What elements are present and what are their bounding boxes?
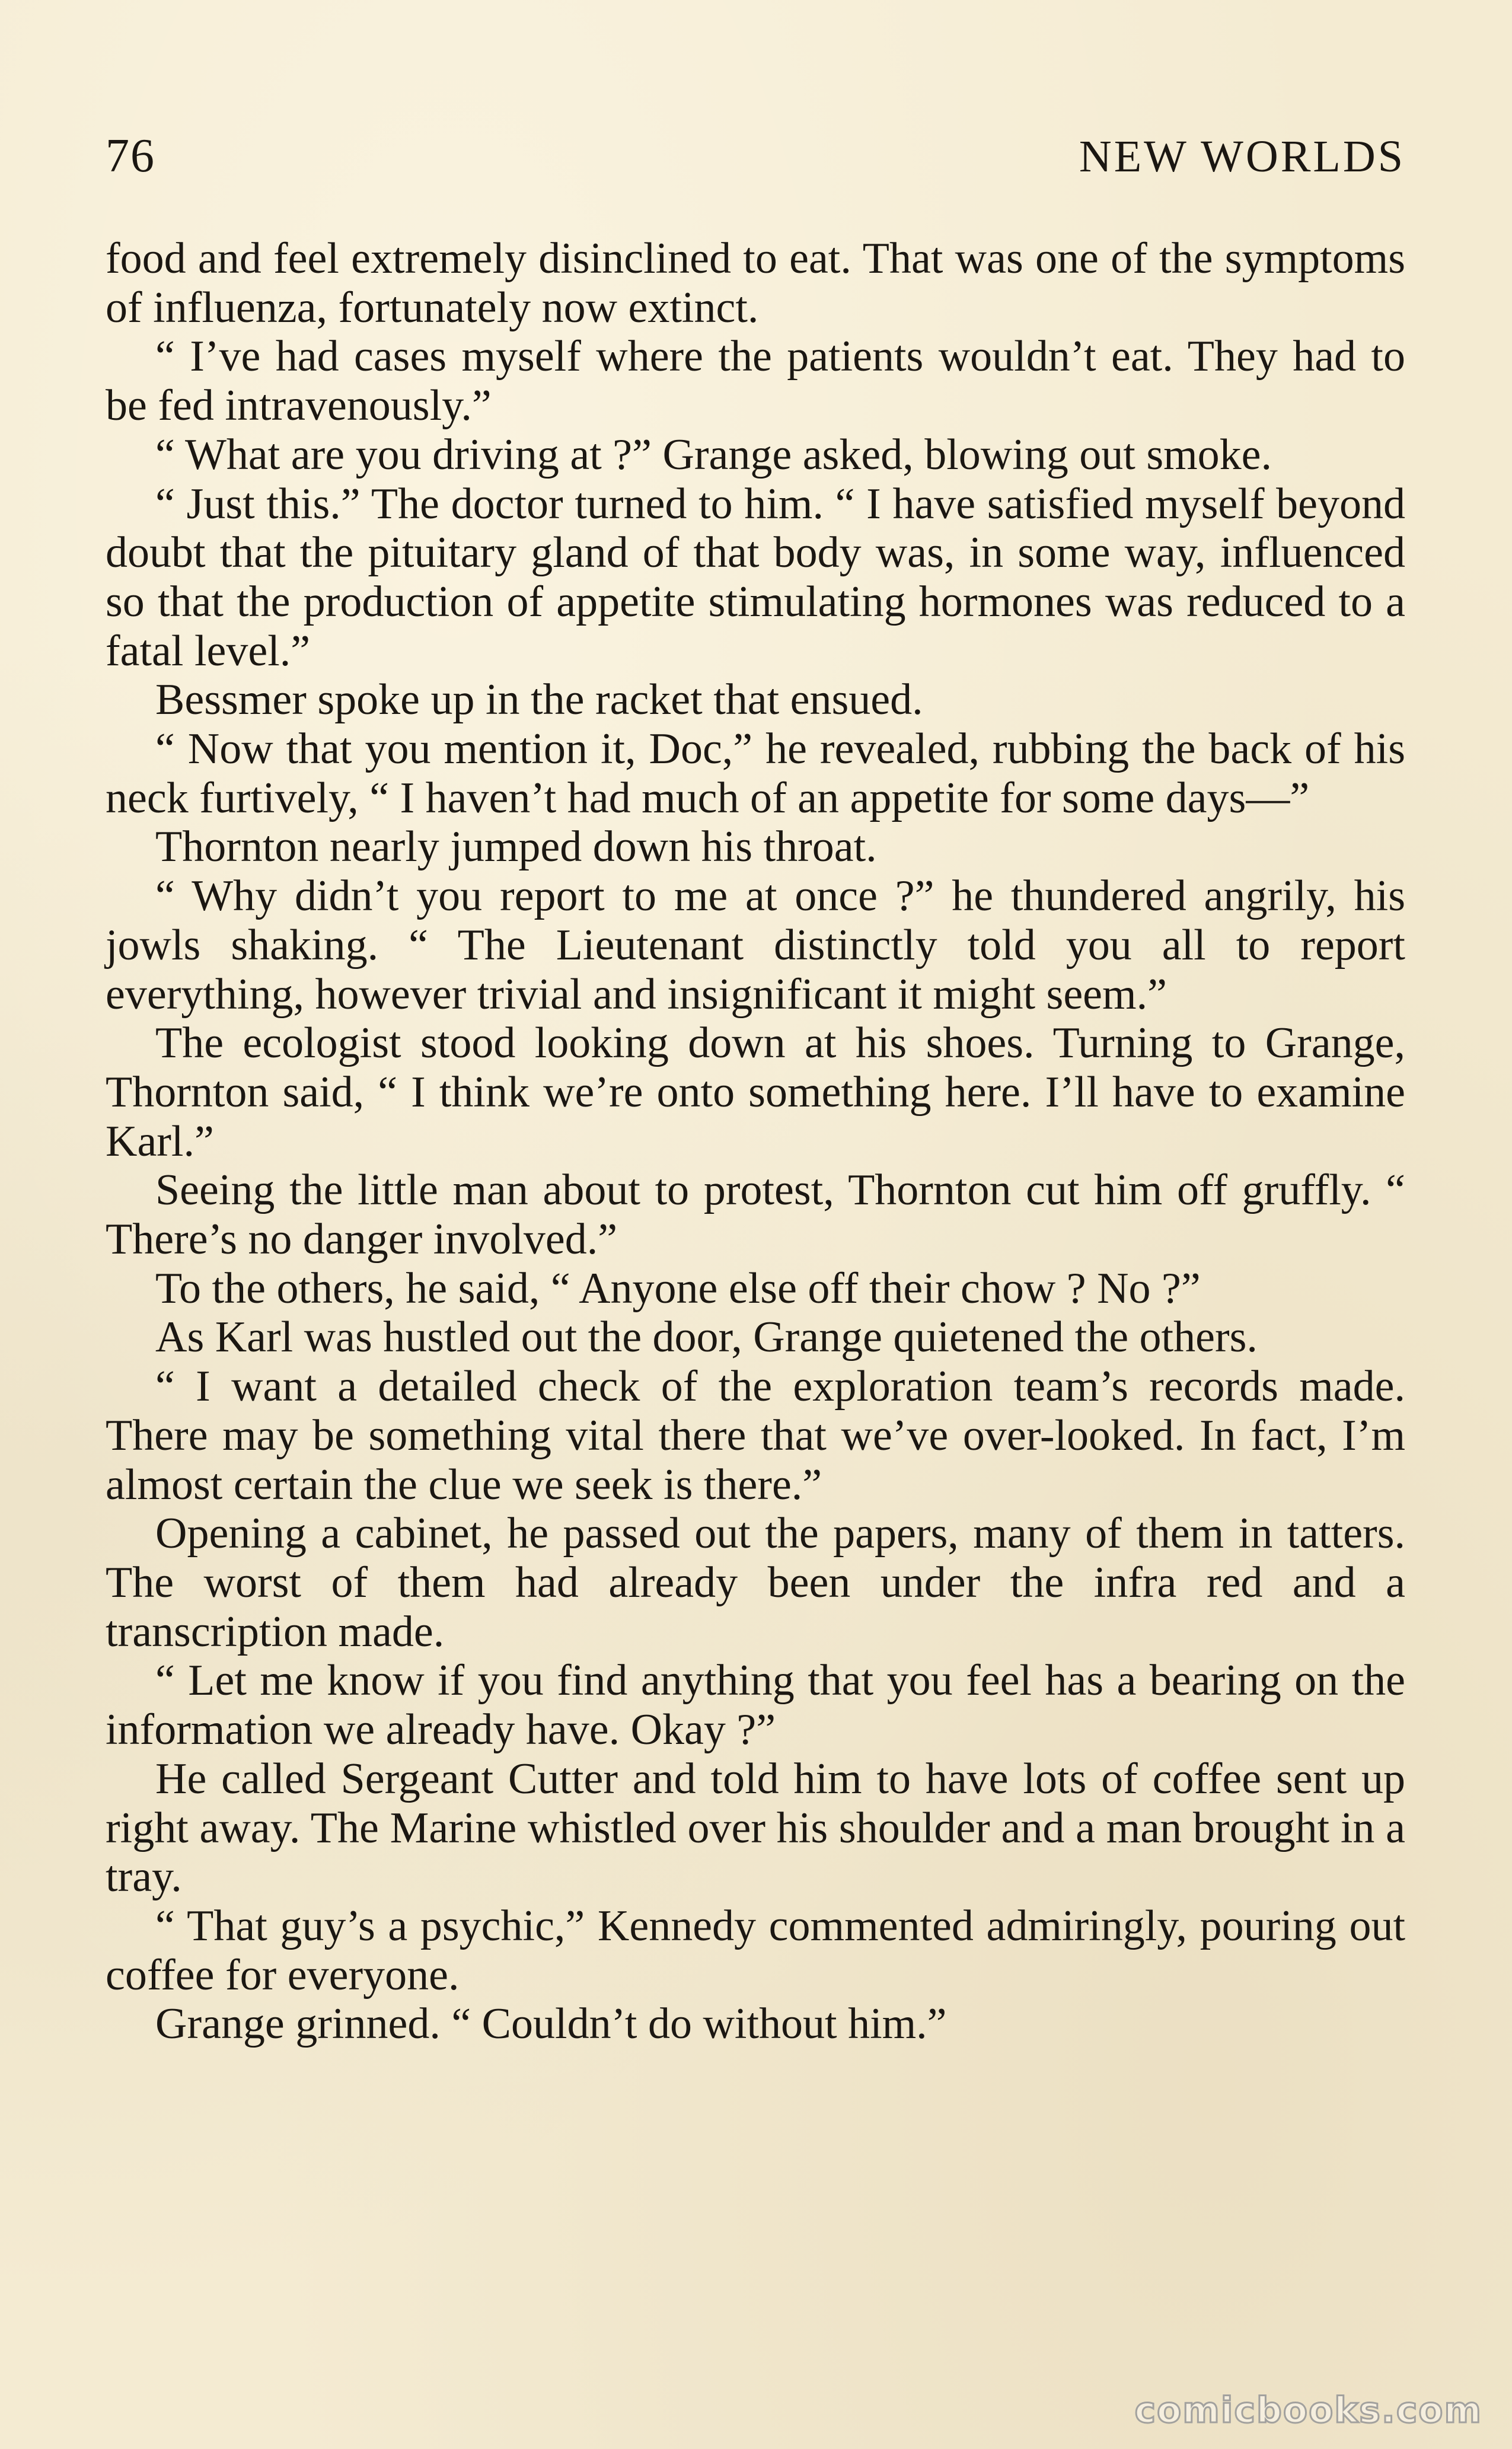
page-number: 76	[106, 130, 155, 182]
watermark: comicbooks.com	[1134, 2390, 1482, 2431]
body-text	[106, 234, 1405, 2049]
paragraph: The ecologist stood looking down at his shoes. Turning to Grange, Thornton said, “ I think we’re onto something here. I’ll have to examine Karl.”	[106, 1019, 1405, 1166]
paragraph: Thornton nearly jumped down his throat.	[155, 822, 877, 872]
paragraph: “ I’ve had cases myself where the patients wouldn’t eat. They had to be fed intravenously.”	[106, 332, 1405, 431]
paragraph: To the others, he said, “ Anyone else off their chow ? No ?”	[155, 1264, 1201, 1313]
paragraph: “ That guy’s a psychic,” Kennedy commented admiringly, pouring out coffee for everyone.	[106, 1901, 1405, 2000]
paragraph: Grange grinned. “ Couldn’t do without him.”	[155, 2000, 947, 2049]
paragraph: As Karl was hustled out the door, Grange quietened the others.	[155, 1313, 1258, 1362]
paragraph: “ Just this.” The doctor turned to him. “ I have satisfied myself beyond doubt that the pituitary gland of that body was, in some way, influenced so that the production of appetite stimulating hormones was reduced to a fatal level.”	[106, 479, 1405, 675]
paragraph: “ Why didn’t you report to me at once ?” he thundered angrily, his jowls shaking. “ The Lieutenant distinctly told you all to report everything, however trivial and insignificant it might seem.”	[106, 872, 1405, 1019]
paragraph: “ What are you driving at ?” Grange asked, blowing out smoke.	[155, 430, 1272, 479]
page-header	[106, 129, 1405, 194]
paragraph: “ Let me know if you find anything that you feel has a bearing on the information we already have. Okay ?”	[106, 1656, 1405, 1755]
paragraph: “ Now that you mention it, Doc,” he revealed, rubbing the back of his neck furtively, “ I haven’t had much of an appetite for some days—”	[106, 725, 1405, 822]
paragraph: Opening a cabinet, he passed out the papers, many of them in tatters. The worst of them had already been under the infra red and a transcription made.	[106, 1509, 1405, 1656]
book-page	[106, 0, 1405, 2449]
paragraph: He called Sergeant Cutter and told him to have lots of coffee sent up right away. The Marine whistled over his shoulder and a man brought in a tray.	[106, 1754, 1405, 1902]
paragraph: food and feel extremely disinclined to eat. That was one of the symptoms of influenza, fortunately now extinct.	[106, 234, 1405, 332]
paragraph: “ I want a detailed check of the exploration team’s records made. There may be something vital there that we’ve over-looked. In fact, I’m almost certain the clue we seek is there.”	[106, 1362, 1405, 1509]
paragraph: Bessmer spoke up in the racket that ensued.	[155, 675, 923, 725]
running-head: NEW WORLDS	[1079, 132, 1405, 181]
paragraph: Seeing the little man about to protest, Thornton cut him off gruffly. “ There’s no danger involved.”	[106, 1166, 1405, 1264]
